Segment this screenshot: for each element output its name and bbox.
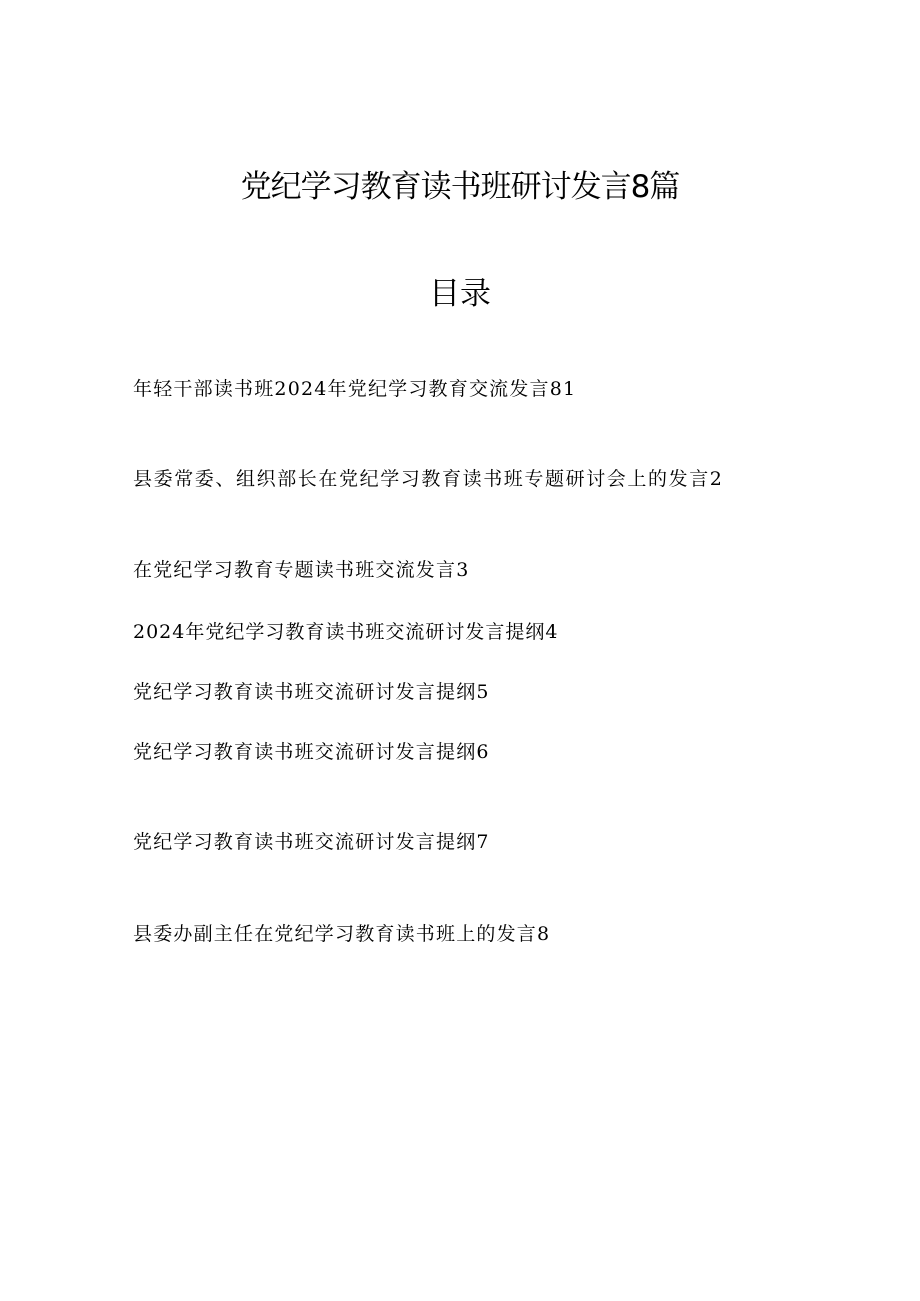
document-title: 党纪学习教育读书班研讨发言8篇 <box>240 169 680 205</box>
toc-entry[interactable]: 县委常委、组织部长在党纪学习教育读书班专题研讨会上的发言2 <box>133 468 724 490</box>
toc-entry[interactable]: 党纪学习教育读书班交流研讨发言提纲7 <box>133 831 490 853</box>
toc-entry[interactable]: 年轻干部读书班2024年党纪学习教育交流发言81 <box>133 378 577 400</box>
toc-entry[interactable]: 党纪学习教育读书班交流研讨发言提纲5 <box>133 681 490 703</box>
toc-entry[interactable]: 县委办副主任在党纪学习教育读书班上的发言8 <box>133 923 551 945</box>
toc-heading: 目录 <box>429 276 491 312</box>
toc-entry[interactable]: 党纪学习教育读书班交流研讨发言提纲6 <box>133 741 490 763</box>
toc-entry[interactable]: 在党纪学习教育专题读书班交流发言3 <box>133 559 470 581</box>
toc-entry[interactable]: 2024年党纪学习教育读书班交流研讨发言提纲4 <box>133 621 559 643</box>
